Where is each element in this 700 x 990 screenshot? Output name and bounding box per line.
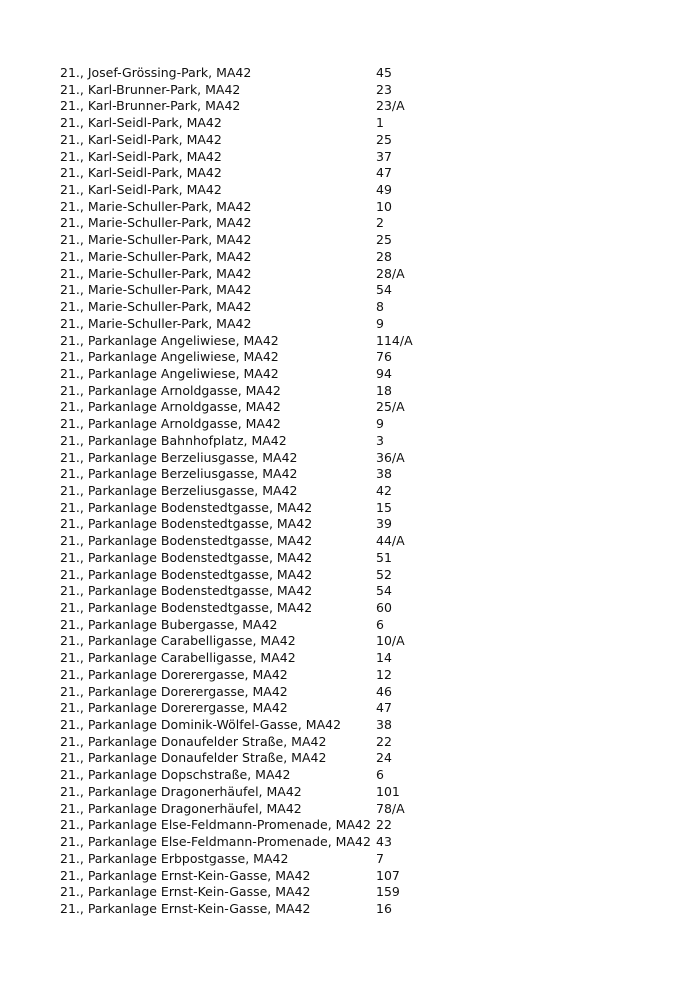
- house-number: 23/A: [376, 98, 405, 114]
- house-number: 37: [376, 148, 392, 164]
- park-name: 21., Parkanlage Dorerergasse, MA42: [60, 700, 288, 716]
- house-number: 28/A: [376, 265, 405, 281]
- list-item: [60, 115, 436, 132]
- list-item: [60, 734, 436, 751]
- park-name: 21., Marie-Schuller-Park, MA42: [60, 282, 252, 298]
- house-number: 54: [376, 282, 392, 298]
- park-name: 21., Parkanlage Dragonerhäufel, MA42: [60, 783, 302, 799]
- list-item: [60, 817, 436, 834]
- park-name: 21., Karl-Seidl-Park, MA42: [60, 115, 222, 131]
- list-item: [60, 299, 436, 316]
- park-name: 21., Parkanlage Berzeliusgasse, MA42: [60, 466, 298, 482]
- house-number: 44/A: [376, 533, 405, 549]
- list-item: [60, 149, 436, 166]
- house-number: 3: [376, 432, 384, 448]
- list-item: [60, 65, 436, 82]
- list-item: [60, 466, 436, 483]
- house-number: 1: [376, 115, 384, 131]
- house-number: 45: [376, 65, 392, 80]
- park-name: 21., Karl-Brunner-Park, MA42: [60, 98, 241, 114]
- house-number: 76: [376, 349, 392, 365]
- list-item: [60, 684, 436, 701]
- house-number: 28: [376, 248, 392, 264]
- house-number: 12: [376, 666, 392, 682]
- house-number: 51: [376, 549, 392, 565]
- list-item: [60, 567, 436, 584]
- park-name: 21., Parkanlage Arnoldgasse, MA42: [60, 382, 281, 398]
- list-item: [60, 416, 436, 433]
- park-name: 21., Parkanlage Arnoldgasse, MA42: [60, 399, 281, 415]
- house-number: 101: [376, 783, 400, 799]
- list-item: [60, 266, 436, 283]
- house-number: 16: [376, 900, 392, 916]
- house-number: 38: [376, 717, 392, 733]
- list-item: [60, 232, 436, 249]
- list-item: [60, 884, 436, 901]
- park-name: 21., Parkanlage Bodenstedtgasse, MA42: [60, 549, 313, 565]
- park-address-list: [60, 65, 436, 918]
- house-number: 47: [376, 700, 392, 716]
- list-item: [60, 399, 436, 416]
- list-item: [60, 700, 436, 717]
- park-name: 21., Parkanlage Ernst-Kein-Gasse, MA42: [60, 884, 311, 900]
- park-name: 21., Parkanlage Ernst-Kein-Gasse, MA42: [60, 867, 311, 883]
- park-name: 21., Parkanlage Bodenstedtgasse, MA42: [60, 516, 313, 532]
- house-number: 23: [376, 81, 392, 97]
- park-name: 21., Parkanlage Bahnhofplatz, MA42: [60, 432, 287, 448]
- list-item: [60, 366, 436, 383]
- park-name: 21., Parkanlage Dominik-Wölfel-Gasse, MA42: [60, 717, 342, 733]
- list-item: [60, 750, 436, 767]
- list-item: [60, 516, 436, 533]
- park-name: 21., Parkanlage Angeliwiese, MA42: [60, 365, 279, 381]
- list-item: [60, 767, 436, 784]
- house-number: 60: [376, 600, 392, 615]
- list-item: [60, 617, 436, 634]
- park-name: 21., Parkanlage Berzeliusgasse, MA42: [60, 482, 298, 498]
- list-item: [60, 182, 436, 199]
- park-name: 21., Parkanlage Erbpostgasse, MA42: [60, 850, 289, 866]
- list-item: [60, 801, 436, 818]
- list-item: [60, 165, 436, 182]
- list-item: [60, 132, 436, 149]
- park-name: 21., Parkanlage Ernst-Kein-Gasse, MA42: [60, 900, 311, 916]
- house-number: 24: [376, 750, 392, 766]
- list-item: [60, 600, 436, 617]
- house-number: 159: [376, 884, 400, 900]
- park-name: 21., Parkanlage Dorerergasse, MA42: [60, 683, 288, 699]
- list-item: [60, 851, 436, 868]
- list-item: [60, 433, 436, 450]
- house-number: 10: [376, 198, 392, 214]
- park-name: 21., Parkanlage Bodenstedtgasse, MA42: [60, 499, 313, 515]
- list-item: [60, 784, 436, 801]
- house-number: 6: [376, 767, 384, 783]
- park-name: 21., Parkanlage Carabelligasse, MA42: [60, 633, 296, 649]
- house-number: 25: [376, 131, 392, 147]
- park-name: 21., Marie-Schuller-Park, MA42: [60, 232, 252, 248]
- house-number: 42: [376, 482, 392, 498]
- park-name: 21., Josef-Grössing-Park, MA42: [60, 65, 252, 80]
- list-item: [60, 249, 436, 266]
- list-item: [60, 717, 436, 734]
- park-name: 21., Parkanlage Arnoldgasse, MA42: [60, 416, 281, 432]
- list-item: [60, 550, 436, 567]
- park-name: 21., Marie-Schuller-Park, MA42: [60, 248, 252, 264]
- house-number: 107: [376, 867, 400, 883]
- list-item: [60, 500, 436, 517]
- park-name: 21., Karl-Seidl-Park, MA42: [60, 182, 222, 198]
- park-name: 21., Parkanlage Donaufelder Straße, MA42: [60, 733, 327, 749]
- house-number: 54: [376, 583, 392, 599]
- list-item: [60, 868, 436, 885]
- house-number: 52: [376, 566, 392, 582]
- list-item: [60, 450, 436, 467]
- house-number: 94: [376, 365, 392, 381]
- house-number: 10/A: [376, 633, 405, 649]
- house-number: 6: [376, 616, 384, 632]
- house-number: 15: [376, 499, 392, 515]
- park-name: 21., Karl-Seidl-Park, MA42: [60, 165, 222, 181]
- list-item: [60, 633, 436, 650]
- house-number: 43: [376, 834, 392, 850]
- park-name: 21., Parkanlage Dorerergasse, MA42: [60, 666, 288, 682]
- park-name: 21., Parkanlage Bubergasse, MA42: [60, 616, 278, 632]
- park-name: 21., Marie-Schuller-Park, MA42: [60, 215, 252, 231]
- park-name: 21., Parkanlage Donaufelder Straße, MA42: [60, 750, 327, 766]
- list-item: [60, 333, 436, 350]
- house-number: 9: [376, 315, 384, 331]
- park-name: 21., Parkanlage Dopschstraße, MA42: [60, 767, 291, 783]
- house-number: 39: [376, 516, 392, 532]
- park-name: 21., Marie-Schuller-Park, MA42: [60, 265, 252, 281]
- list-item: [60, 667, 436, 684]
- park-name: 21., Parkanlage Else-Feldmann-Promenade, MA42: [60, 817, 371, 833]
- house-number: 8: [376, 299, 384, 315]
- park-name: 21., Parkanlage Bodenstedtgasse, MA42: [60, 533, 313, 549]
- list-item: [60, 583, 436, 600]
- house-number: 46: [376, 683, 392, 699]
- house-number: 9: [376, 416, 384, 432]
- park-name: 21., Karl-Brunner-Park, MA42: [60, 81, 241, 97]
- list-item: [60, 316, 436, 333]
- park-name: 21., Parkanlage Bodenstedtgasse, MA42: [60, 583, 313, 599]
- house-number: 36/A: [376, 449, 405, 465]
- house-number: 22: [376, 733, 392, 749]
- park-name: 21., Karl-Seidl-Park, MA42: [60, 148, 222, 164]
- park-name: 21., Karl-Seidl-Park, MA42: [60, 131, 222, 147]
- park-name: 21., Parkanlage Dragonerhäufel, MA42: [60, 800, 302, 816]
- house-number: 25: [376, 232, 392, 248]
- park-name: 21., Parkanlage Angeliwiese, MA42: [60, 332, 279, 348]
- house-number: 114/A: [376, 332, 413, 348]
- list-item: [60, 282, 436, 299]
- list-item: [60, 98, 436, 115]
- house-number: 14: [376, 650, 392, 666]
- park-name: 21., Parkanlage Bodenstedtgasse, MA42: [60, 566, 313, 582]
- house-number: 22: [376, 817, 392, 833]
- park-name: 21., Parkanlage Angeliwiese, MA42: [60, 349, 279, 365]
- house-number: 25/A: [376, 399, 405, 415]
- list-item: [60, 483, 436, 500]
- list-item: [60, 82, 436, 99]
- list-item: [60, 383, 436, 400]
- list-item: [60, 349, 436, 366]
- park-name: 21., Marie-Schuller-Park, MA42: [60, 198, 252, 214]
- house-number: 18: [376, 382, 392, 398]
- list-item: [60, 901, 436, 918]
- house-number: 2: [376, 215, 384, 231]
- list-item: [60, 215, 436, 232]
- house-number: 38: [376, 466, 392, 482]
- list-item: [60, 533, 436, 550]
- park-name: 21., Marie-Schuller-Park, MA42: [60, 315, 252, 331]
- house-number: 47: [376, 165, 392, 181]
- park-name: 21., Parkanlage Carabelligasse, MA42: [60, 650, 296, 666]
- list-item: [60, 650, 436, 667]
- park-name: 21., Parkanlage Berzeliusgasse, MA42: [60, 449, 298, 465]
- house-number: 78/A: [376, 800, 405, 816]
- list-item: [60, 199, 436, 216]
- park-name: 21., Marie-Schuller-Park, MA42: [60, 299, 252, 315]
- house-number: 7: [376, 850, 384, 866]
- list-item: [60, 834, 436, 851]
- house-number: 49: [376, 182, 392, 198]
- park-name: 21., Parkanlage Bodenstedtgasse, MA42: [60, 600, 313, 615]
- park-name: 21., Parkanlage Else-Feldmann-Promenade, MA42: [60, 834, 371, 850]
